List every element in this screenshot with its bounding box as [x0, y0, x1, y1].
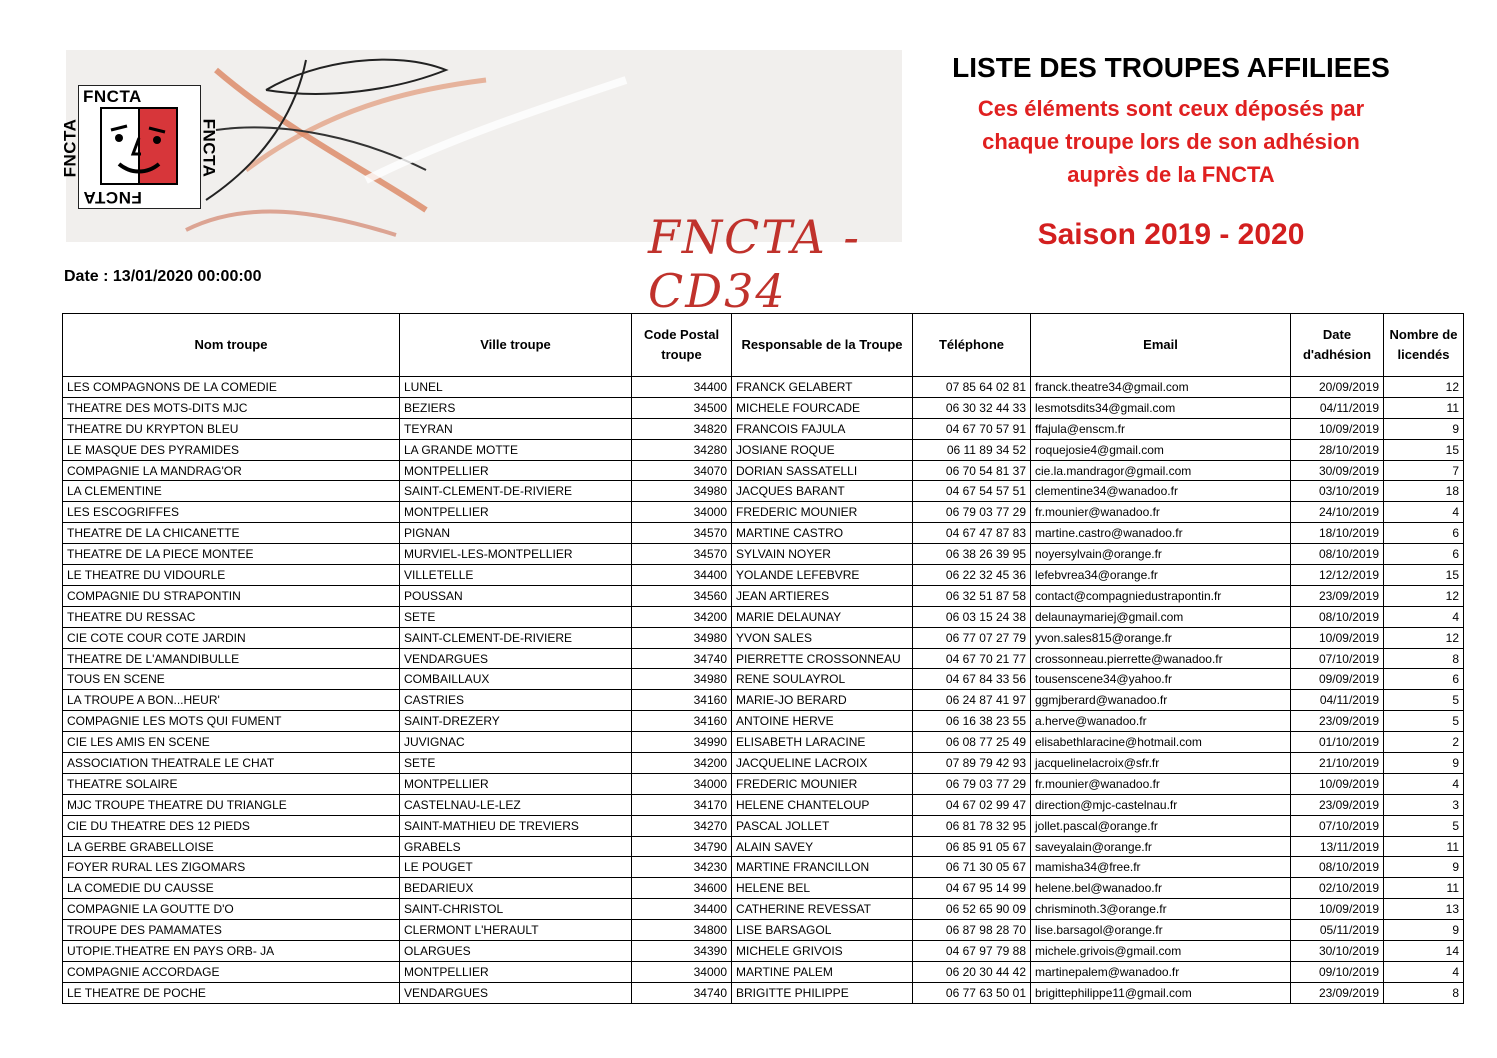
cell-licencies: 9: [1384, 753, 1464, 774]
subtitle-line: Ces éléments sont ceux déposés par: [977, 96, 1365, 121]
cell-nom: TOUS EN SCENE: [63, 669, 400, 690]
cell-licencies: 7: [1384, 460, 1464, 481]
cell-date: 12/12/2019: [1291, 565, 1384, 586]
cell-code-postal: 34200: [632, 753, 732, 774]
cell-nom: COMPAGNIE ACCORDAGE: [63, 961, 400, 982]
cell-nom: LA TROUPE A BON...HEUR': [63, 690, 400, 711]
cell-email: martine.castro@wanadoo.fr: [1031, 523, 1291, 544]
cell-ville: BEZIERS: [400, 397, 632, 418]
cell-responsable: ANTOINE HERVE: [732, 711, 913, 732]
cell-date: 03/10/2019: [1291, 481, 1384, 502]
cell-responsable: HELENE CHANTELOUP: [732, 794, 913, 815]
logo-text-bottom: FNCTA: [83, 188, 142, 207]
cell-nom: TROUPE DES PAMAMATES: [63, 920, 400, 941]
cell-licencies: 4: [1384, 773, 1464, 794]
troupes-table: [62, 313, 1464, 1004]
logo-text-left: FNCTA: [60, 118, 80, 178]
cell-nom: THEATRE DE L'AMANDIBULLE: [63, 648, 400, 669]
cell-code-postal: 34390: [632, 941, 732, 962]
cell-date: 20/09/2019: [1291, 377, 1384, 398]
cell-ville: MONTPELLIER: [400, 460, 632, 481]
cell-code-postal: 34400: [632, 899, 732, 920]
cell-licencies: 11: [1384, 836, 1464, 857]
cell-date: 23/09/2019: [1291, 982, 1384, 1003]
table-row: [63, 753, 1464, 774]
cell-telephone: 04 67 02 99 47: [913, 794, 1031, 815]
cell-licencies: 12: [1384, 585, 1464, 606]
banner-caption: FNCTA - CD34: [648, 210, 861, 318]
cell-date: 07/10/2019: [1291, 815, 1384, 836]
col-header-nom: Nom troupe: [63, 314, 400, 377]
cell-email: noyersylvain@orange.fr: [1031, 544, 1291, 565]
cell-code-postal: 34820: [632, 418, 732, 439]
cell-date: 24/10/2019: [1291, 502, 1384, 523]
table-row: [63, 794, 1464, 815]
cell-responsable: SYLVAIN NOYER: [732, 544, 913, 565]
cell-ville: TEYRAN: [400, 418, 632, 439]
cell-nom: LES COMPAGNONS DE LA COMEDIE: [63, 377, 400, 398]
cell-code-postal: 34280: [632, 439, 732, 460]
cell-code-postal: 34740: [632, 982, 732, 1003]
cell-email: franck.theatre34@gmail.com: [1031, 377, 1291, 398]
cell-nom: FOYER RURAL LES ZIGOMARS: [63, 857, 400, 878]
cell-licencies: 12: [1384, 627, 1464, 648]
cell-responsable: MICHELE FOURCADE: [732, 397, 913, 418]
cell-ville: SAINT-MATHIEU DE TREVIERS: [400, 815, 632, 836]
table-row: [63, 439, 1464, 460]
cell-date: 30/10/2019: [1291, 941, 1384, 962]
cell-email: roquejosie4@gmail.com: [1031, 439, 1291, 460]
cell-code-postal: 34200: [632, 606, 732, 627]
cell-email: elisabethlaracine@hotmail.com: [1031, 732, 1291, 753]
cell-telephone: 04 67 97 79 88: [913, 941, 1031, 962]
cell-email: fr.mounier@wanadoo.fr: [1031, 773, 1291, 794]
cell-code-postal: 34160: [632, 690, 732, 711]
cell-ville: VENDARGUES: [400, 982, 632, 1003]
cell-responsable: ALAIN SAVEY: [732, 836, 913, 857]
col-header-licencies: Nombre de licendés: [1384, 314, 1464, 377]
subtitle-line: auprès de la FNCTA: [1067, 162, 1275, 187]
cell-licencies: 18: [1384, 481, 1464, 502]
cell-nom: CIE DU THEATRE DES 12 PIEDS: [63, 815, 400, 836]
cell-code-postal: 34070: [632, 460, 732, 481]
cell-responsable: MARIE DELAUNAY: [732, 606, 913, 627]
cell-code-postal: 34000: [632, 773, 732, 794]
cell-email: ggmjberard@wanadoo.fr: [1031, 690, 1291, 711]
cell-responsable: BRIGITTE PHILIPPE: [732, 982, 913, 1003]
cell-responsable: MARTINE FRANCILLON: [732, 857, 913, 878]
cell-telephone: 04 67 70 57 91: [913, 418, 1031, 439]
cell-responsable: MICHELE GRIVOIS: [732, 941, 913, 962]
cell-responsable: JACQUELINE LACROIX: [732, 753, 913, 774]
table-row: [63, 941, 1464, 962]
cell-licencies: 5: [1384, 815, 1464, 836]
cell-email: delaunaymariej@gmail.com: [1031, 606, 1291, 627]
cell-email: mamisha34@free.fr: [1031, 857, 1291, 878]
cell-telephone: 06 30 32 44 33: [913, 397, 1031, 418]
cell-nom: CIE LES AMIS EN SCENE: [63, 732, 400, 753]
cell-code-postal: 34230: [632, 857, 732, 878]
cell-ville: MONTPELLIER: [400, 961, 632, 982]
cell-ville: CASTRIES: [400, 690, 632, 711]
cell-email: fr.mounier@wanadoo.fr: [1031, 502, 1291, 523]
table-row: [63, 606, 1464, 627]
table-row: [63, 773, 1464, 794]
cell-email: cie.la.mandragor@gmail.com: [1031, 460, 1291, 481]
cell-code-postal: 34160: [632, 711, 732, 732]
col-header-ville: Ville troupe: [400, 314, 632, 377]
season-label: Saison 2019 - 2020: [1037, 218, 1305, 251]
cell-telephone: 06 85 91 05 67: [913, 836, 1031, 857]
cell-responsable: YOLANDE LEFEBVRE: [732, 565, 913, 586]
cell-ville: SETE: [400, 606, 632, 627]
cell-telephone: 06 20 30 44 42: [913, 961, 1031, 982]
cell-date: 08/10/2019: [1291, 606, 1384, 627]
cell-ville: VENDARGUES: [400, 648, 632, 669]
cell-date: 23/09/2019: [1291, 794, 1384, 815]
cell-telephone: 06 11 89 34 52: [913, 439, 1031, 460]
cell-date: 10/09/2019: [1291, 773, 1384, 794]
cell-responsable: PASCAL JOLLET: [732, 815, 913, 836]
cell-email: saveyalain@orange.fr: [1031, 836, 1291, 857]
col-header-telephone: Téléphone: [913, 314, 1031, 377]
table-row: [63, 815, 1464, 836]
cell-ville: COMBAILLAUX: [400, 669, 632, 690]
cell-responsable: HELENE BEL: [732, 878, 913, 899]
table-row: [63, 397, 1464, 418]
cell-telephone: 06 79 03 77 29: [913, 502, 1031, 523]
cell-telephone: 06 08 77 25 49: [913, 732, 1031, 753]
cell-email: chrisminoth.3@orange.fr: [1031, 899, 1291, 920]
col-header-date: Date d'adhésion: [1291, 314, 1384, 377]
cell-code-postal: 34980: [632, 481, 732, 502]
cell-telephone: 06 79 03 77 29: [913, 773, 1031, 794]
table-row: [63, 690, 1464, 711]
cell-email: jacquelinelacroix@sfr.fr: [1031, 753, 1291, 774]
cell-ville: SAINT-DREZERY: [400, 711, 632, 732]
cell-telephone: 06 24 87 41 97: [913, 690, 1031, 711]
cell-nom: COMPAGNIE LA GOUTTE D'O: [63, 899, 400, 920]
cell-licencies: 6: [1384, 523, 1464, 544]
cell-telephone: 07 89 79 42 93: [913, 753, 1031, 774]
cell-responsable: MARIE-JO BERARD: [732, 690, 913, 711]
cell-date: 04/11/2019: [1291, 397, 1384, 418]
cell-code-postal: 34980: [632, 669, 732, 690]
cell-ville: GRABELS: [400, 836, 632, 857]
cell-date: 09/09/2019: [1291, 669, 1384, 690]
cell-licencies: 3: [1384, 794, 1464, 815]
cell-date: 18/10/2019: [1291, 523, 1384, 544]
cell-licencies: 5: [1384, 690, 1464, 711]
cell-nom: LA CLEMENTINE: [63, 481, 400, 502]
cell-code-postal: 34400: [632, 565, 732, 586]
table-row: [63, 648, 1464, 669]
cell-ville: VILLETELLE: [400, 565, 632, 586]
cell-code-postal: 34980: [632, 627, 732, 648]
cell-email: a.herve@wanadoo.fr: [1031, 711, 1291, 732]
cell-date: 07/10/2019: [1291, 648, 1384, 669]
cell-responsable: FRANCOIS FAJULA: [732, 418, 913, 439]
cell-telephone: 06 38 26 39 95: [913, 544, 1031, 565]
table-row: [63, 481, 1464, 502]
cell-ville: BEDARIEUX: [400, 878, 632, 899]
cell-email: lesmotsdits34@gmail.com: [1031, 397, 1291, 418]
table-row: [63, 732, 1464, 753]
cell-responsable: JOSIANE ROQUE: [732, 439, 913, 460]
cell-email: contact@compagniedustrapontin.fr: [1031, 585, 1291, 606]
cell-responsable: MARTINE PALEM: [732, 961, 913, 982]
cell-telephone: 06 77 07 27 79: [913, 627, 1031, 648]
table-row: [63, 878, 1464, 899]
table-row: [63, 502, 1464, 523]
cell-licencies: 2: [1384, 732, 1464, 753]
cell-nom: LA GERBE GRABELLOISE: [63, 836, 400, 857]
cell-responsable: JEAN ARTIERES: [732, 585, 913, 606]
cell-nom: LES ESCOGRIFFES: [63, 502, 400, 523]
cell-date: 21/10/2019: [1291, 753, 1384, 774]
cell-nom: MJC TROUPE THEATRE DU TRIANGLE: [63, 794, 400, 815]
cell-date: 01/10/2019: [1291, 732, 1384, 753]
cell-code-postal: 34000: [632, 961, 732, 982]
cell-code-postal: 34600: [632, 878, 732, 899]
table-row: [63, 899, 1464, 920]
cell-telephone: 07 85 64 02 81: [913, 377, 1031, 398]
cell-telephone: 06 87 98 28 70: [913, 920, 1031, 941]
cell-responsable: JACQUES BARANT: [732, 481, 913, 502]
page-title: LISTE DES TROUPES AFFILIEES: [952, 52, 1390, 83]
cell-ville: LA GRANDE MOTTE: [400, 439, 632, 460]
cell-email: brigittephilippe11@gmail.com: [1031, 982, 1291, 1003]
cell-licencies: 6: [1384, 669, 1464, 690]
col-header-email: Email: [1031, 314, 1291, 377]
cell-nom: LA COMEDIE DU CAUSSE: [63, 878, 400, 899]
cell-code-postal: 34800: [632, 920, 732, 941]
cell-licencies: 8: [1384, 648, 1464, 669]
cell-licencies: 9: [1384, 418, 1464, 439]
cell-licencies: 15: [1384, 439, 1464, 460]
cell-telephone: 04 67 47 87 83: [913, 523, 1031, 544]
col-header-responsable: Responsable de la Troupe: [732, 314, 913, 377]
cell-telephone: 06 16 38 23 55: [913, 711, 1031, 732]
cell-telephone: 06 32 51 87 58: [913, 585, 1031, 606]
cell-responsable: LISE BARSAGOL: [732, 920, 913, 941]
table-row: [63, 669, 1464, 690]
cell-date: 10/09/2019: [1291, 899, 1384, 920]
cell-responsable: MARTINE CASTRO: [732, 523, 913, 544]
cell-date: 02/10/2019: [1291, 878, 1384, 899]
cell-nom: COMPAGNIE LA MANDRAG'OR: [63, 460, 400, 481]
cell-licencies: 13: [1384, 899, 1464, 920]
cell-telephone: 06 81 78 32 95: [913, 815, 1031, 836]
cell-nom: COMPAGNIE LES MOTS QUI FUMENT: [63, 711, 400, 732]
cell-responsable: RENE SOULAYROL: [732, 669, 913, 690]
table-row: [63, 857, 1464, 878]
cell-email: helene.bel@wanadoo.fr: [1031, 878, 1291, 899]
cell-ville: CLERMONT L'HERAULT: [400, 920, 632, 941]
report-date: Date : 13/01/2020 00:00:00: [64, 268, 262, 285]
cell-code-postal: 34990: [632, 732, 732, 753]
cell-ville: SAINT-CLEMENT-DE-RIVIERE: [400, 481, 632, 502]
cell-date: 23/09/2019: [1291, 711, 1384, 732]
table-row: [63, 565, 1464, 586]
table-row: [63, 961, 1464, 982]
cell-ville: OLARGUES: [400, 941, 632, 962]
table-body: [63, 377, 1464, 1004]
cell-code-postal: 34270: [632, 815, 732, 836]
cell-nom: COMPAGNIE DU STRAPONTIN: [63, 585, 400, 606]
cell-email: crossonneau.pierrette@wanadoo.fr: [1031, 648, 1291, 669]
fncta-logo: [60, 85, 219, 209]
cell-licencies: 11: [1384, 878, 1464, 899]
cell-code-postal: 34740: [632, 648, 732, 669]
cell-email: clementine34@wanadoo.fr: [1031, 481, 1291, 502]
cell-date: 04/11/2019: [1291, 690, 1384, 711]
cell-code-postal: 34570: [632, 544, 732, 565]
table-row: [63, 544, 1464, 565]
cell-ville: MURVIEL-LES-MONTPELLIER: [400, 544, 632, 565]
cell-date: 05/11/2019: [1291, 920, 1384, 941]
page-subtitle: [906, 92, 1436, 191]
cell-licencies: 5: [1384, 711, 1464, 732]
cell-code-postal: 34500: [632, 397, 732, 418]
cell-email: direction@mjc-castelnau.fr: [1031, 794, 1291, 815]
cell-ville: POUSSAN: [400, 585, 632, 606]
cell-code-postal: 34000: [632, 502, 732, 523]
cell-ville: CASTELNAU-LE-LEZ: [400, 794, 632, 815]
table-row: [63, 523, 1464, 544]
cell-email: lefebvrea34@orange.fr: [1031, 565, 1291, 586]
cell-nom: THEATRE DES MOTS-DITS MJC: [63, 397, 400, 418]
cell-code-postal: 34560: [632, 585, 732, 606]
table-header-row: [63, 314, 1464, 377]
cell-email: yvon.sales815@orange.fr: [1031, 627, 1291, 648]
table-row: [63, 711, 1464, 732]
cell-licencies: 14: [1384, 941, 1464, 962]
cell-email: ffajula@enscm.fr: [1031, 418, 1291, 439]
cell-code-postal: 34170: [632, 794, 732, 815]
cell-responsable: FREDERIC MOUNIER: [732, 502, 913, 523]
cell-licencies: 9: [1384, 857, 1464, 878]
cell-licencies: 4: [1384, 961, 1464, 982]
cell-code-postal: 34790: [632, 836, 732, 857]
cell-licencies: 4: [1384, 502, 1464, 523]
cell-code-postal: 34570: [632, 523, 732, 544]
cell-ville: MONTPELLIER: [400, 502, 632, 523]
cell-date: 28/10/2019: [1291, 439, 1384, 460]
cell-nom: LE MASQUE DES PYRAMIDES: [63, 439, 400, 460]
cell-telephone: 06 71 30 05 67: [913, 857, 1031, 878]
cell-nom: THEATRE DU RESSAC: [63, 606, 400, 627]
cell-responsable: DORIAN SASSATELLI: [732, 460, 913, 481]
theatre-mask-icon: [101, 108, 177, 184]
cell-ville: PIGNAN: [400, 523, 632, 544]
cell-licencies: 15: [1384, 565, 1464, 586]
cell-telephone: 06 03 15 24 38: [913, 606, 1031, 627]
cell-telephone: 06 70 54 81 37: [913, 460, 1031, 481]
cell-nom: THEATRE DE LA PIECE MONTEE: [63, 544, 400, 565]
cell-date: 09/10/2019: [1291, 961, 1384, 982]
cell-licencies: 6: [1384, 544, 1464, 565]
table-row: [63, 982, 1464, 1003]
cell-telephone: 06 77 63 50 01: [913, 982, 1031, 1003]
cell-nom: ASSOCIATION THEATRALE LE CHAT: [63, 753, 400, 774]
table-row: [63, 627, 1464, 648]
cell-licencies: 8: [1384, 982, 1464, 1003]
cell-email: jollet.pascal@orange.fr: [1031, 815, 1291, 836]
cell-responsable: ELISABETH LARACINE: [732, 732, 913, 753]
cell-date: 13/11/2019: [1291, 836, 1384, 857]
cell-nom: THEATRE DE LA CHICANETTE: [63, 523, 400, 544]
cell-telephone: 04 67 84 33 56: [913, 669, 1031, 690]
cell-ville: MONTPELLIER: [400, 773, 632, 794]
cell-telephone: 06 52 65 90 09: [913, 899, 1031, 920]
cell-date: 10/09/2019: [1291, 418, 1384, 439]
cell-telephone: 06 22 32 45 36: [913, 565, 1031, 586]
cell-ville: SETE: [400, 753, 632, 774]
cell-licencies: 11: [1384, 397, 1464, 418]
cell-date: 08/10/2019: [1291, 857, 1384, 878]
subtitle-line: chaque troupe lors de son adhésion: [982, 129, 1360, 154]
table-row: [63, 836, 1464, 857]
cell-ville: LUNEL: [400, 377, 632, 398]
cell-date: 08/10/2019: [1291, 544, 1384, 565]
cell-nom: CIE COTE COUR COTE JARDIN: [63, 627, 400, 648]
cell-ville: JUVIGNAC: [400, 732, 632, 753]
table-row: [63, 377, 1464, 398]
col-header-code-postal: Code Postal troupe: [632, 314, 732, 377]
cell-nom: THEATRE DU KRYPTON BLEU: [63, 418, 400, 439]
cell-date: 23/09/2019: [1291, 585, 1384, 606]
table-row: [63, 920, 1464, 941]
cell-ville: SAINT-CLEMENT-DE-RIVIERE: [400, 627, 632, 648]
cell-responsable: FREDERIC MOUNIER: [732, 773, 913, 794]
cell-nom: LE THEATRE DE POCHE: [63, 982, 400, 1003]
cell-nom: LE THEATRE DU VIDOURLE: [63, 565, 400, 586]
cell-responsable: YVON SALES: [732, 627, 913, 648]
cell-email: tousenscene34@yahoo.fr: [1031, 669, 1291, 690]
cell-responsable: FRANCK GELABERT: [732, 377, 913, 398]
cell-nom: THEATRE SOLAIRE: [63, 773, 400, 794]
logo-text-top: FNCTA: [83, 87, 142, 106]
cell-telephone: 04 67 95 14 99: [913, 878, 1031, 899]
cell-date: 10/09/2019: [1291, 627, 1384, 648]
cell-ville: LE POUGET: [400, 857, 632, 878]
table-row: [63, 418, 1464, 439]
cell-licencies: 4: [1384, 606, 1464, 627]
cell-licencies: 12: [1384, 377, 1464, 398]
cell-telephone: 04 67 54 57 51: [913, 481, 1031, 502]
cell-telephone: 04 67 70 21 77: [913, 648, 1031, 669]
cell-licencies: 9: [1384, 920, 1464, 941]
cell-responsable: PIERRETTE CROSSONNEAU: [732, 648, 913, 669]
table-row: [63, 460, 1464, 481]
cell-code-postal: 34400: [632, 377, 732, 398]
cell-ville: SAINT-CHRISTOL: [400, 899, 632, 920]
cell-email: lise.barsagol@orange.fr: [1031, 920, 1291, 941]
cell-email: michele.grivois@gmail.com: [1031, 941, 1291, 962]
table-row: [63, 585, 1464, 606]
logo-text-right: FNCTA: [199, 118, 219, 178]
cell-responsable: CATHERINE REVESSAT: [732, 899, 913, 920]
cell-nom: UTOPIE.THEATRE EN PAYS ORB- JA: [63, 941, 400, 962]
cell-date: 30/09/2019: [1291, 460, 1384, 481]
cell-email: martinepalem@wanadoo.fr: [1031, 961, 1291, 982]
